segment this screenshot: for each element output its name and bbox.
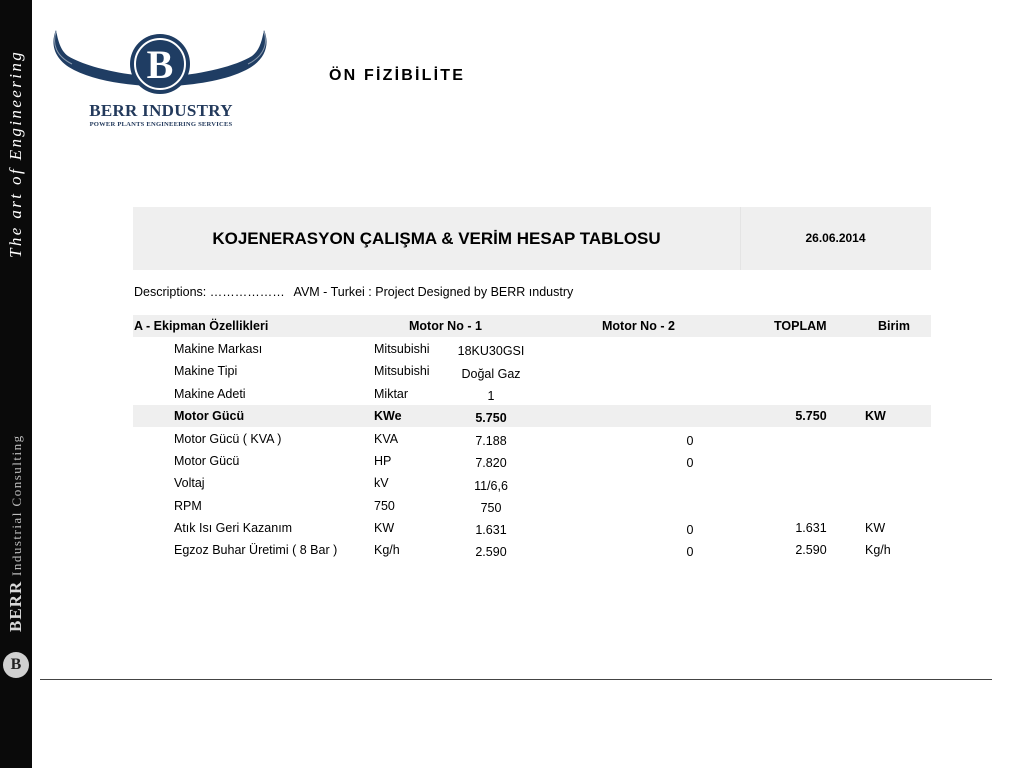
row-motor1: 5.750 xyxy=(475,411,507,425)
row-unit: Mitsubishi xyxy=(374,342,430,356)
row-total: 5.750 xyxy=(795,409,827,423)
logo-letter: B xyxy=(146,42,174,87)
col-motor2: Motor No - 2 xyxy=(602,319,675,333)
page-title: ÖN FİZİBİLİTE xyxy=(329,67,466,84)
row-label: Motor Gücü ( KVA ) xyxy=(174,432,282,446)
row-total: 1.631 xyxy=(795,521,827,535)
row-label: Voltaj xyxy=(174,476,205,490)
descriptions-label: Descriptions: xyxy=(134,285,207,299)
row-motor1: 7.820 xyxy=(475,456,507,470)
consulting-brand xyxy=(5,432,27,632)
row-unit: KWe xyxy=(374,409,402,423)
row-birim: Kg/h xyxy=(865,543,891,557)
row-label: Egzoz Buhar Üretimi ( 8 Bar ) xyxy=(174,543,338,557)
row-label: Motor Gücü xyxy=(174,409,245,423)
row-motor2: 0 xyxy=(686,523,694,537)
col-unit: Birim xyxy=(878,319,910,333)
row-total: 2.590 xyxy=(795,543,827,557)
row-unit: 750 xyxy=(374,499,395,513)
row-motor1: 750 xyxy=(480,501,502,515)
row-unit: KVA xyxy=(374,432,399,446)
table-title: KOJENERASYON ÇALIŞMA & VERİM HESAP TABLOSU xyxy=(212,229,661,248)
descriptions-dots: ……………… xyxy=(209,285,285,299)
b-badge-icon: B xyxy=(3,652,29,678)
row-unit: HP xyxy=(374,454,392,468)
col-motor1: Motor No - 1 xyxy=(409,319,482,333)
logo-subtitle: POWER PLANTS ENGINEERING SERVICES xyxy=(89,121,233,128)
row-motor2: 0 xyxy=(686,434,694,448)
col-section: A - Ekipman Özellikleri xyxy=(134,319,269,333)
row-motor1: 1.631 xyxy=(475,523,507,537)
row-label: RPM xyxy=(174,499,202,513)
table-date: 26.06.2014 xyxy=(805,231,866,245)
row-label: Motor Gücü xyxy=(174,454,240,468)
tagline: The art of Engineering xyxy=(6,49,25,258)
row-motor1: 7.188 xyxy=(475,434,507,448)
row-unit: Mitsubishi xyxy=(374,364,430,378)
row-unit: Miktar xyxy=(374,387,409,401)
row-label: Atık Isı Geri Kazanım xyxy=(174,521,293,535)
row-birim: KW xyxy=(865,409,886,423)
row-unit: Kg/h xyxy=(374,543,400,557)
table-header-band xyxy=(133,207,931,270)
row-motor2: 0 xyxy=(686,545,694,559)
column-header-row xyxy=(133,315,931,337)
row-motor2: 0 xyxy=(686,456,694,470)
row-motor1: 18KU30GSI xyxy=(457,344,525,358)
col-total: TOPLAM xyxy=(774,319,827,333)
bottom-divider xyxy=(40,679,992,680)
consulting-brand-rest: Industrial Consulting xyxy=(9,434,24,577)
row-motor1: Doğal Gaz xyxy=(461,367,521,381)
descriptions-line xyxy=(134,285,573,299)
row-birim: KW xyxy=(865,521,886,535)
row-motor1: 1 xyxy=(487,389,495,403)
consulting-brand-name: BERR xyxy=(6,580,25,632)
row-unit: kV xyxy=(374,476,389,490)
row-motor1: 2.590 xyxy=(475,545,507,559)
row-unit: KW xyxy=(374,521,395,535)
row-motor1: 11/6,6 xyxy=(474,479,508,493)
row-label: Makine Adeti xyxy=(174,387,246,401)
logo-name: BERR INDUSTRY xyxy=(89,101,233,120)
descriptions-value: AVM - Turkei : Project Designed by BERR ındustry xyxy=(293,285,574,299)
row-label: Makine Tipi xyxy=(174,364,238,378)
row-label: Makine Markası xyxy=(174,342,263,356)
